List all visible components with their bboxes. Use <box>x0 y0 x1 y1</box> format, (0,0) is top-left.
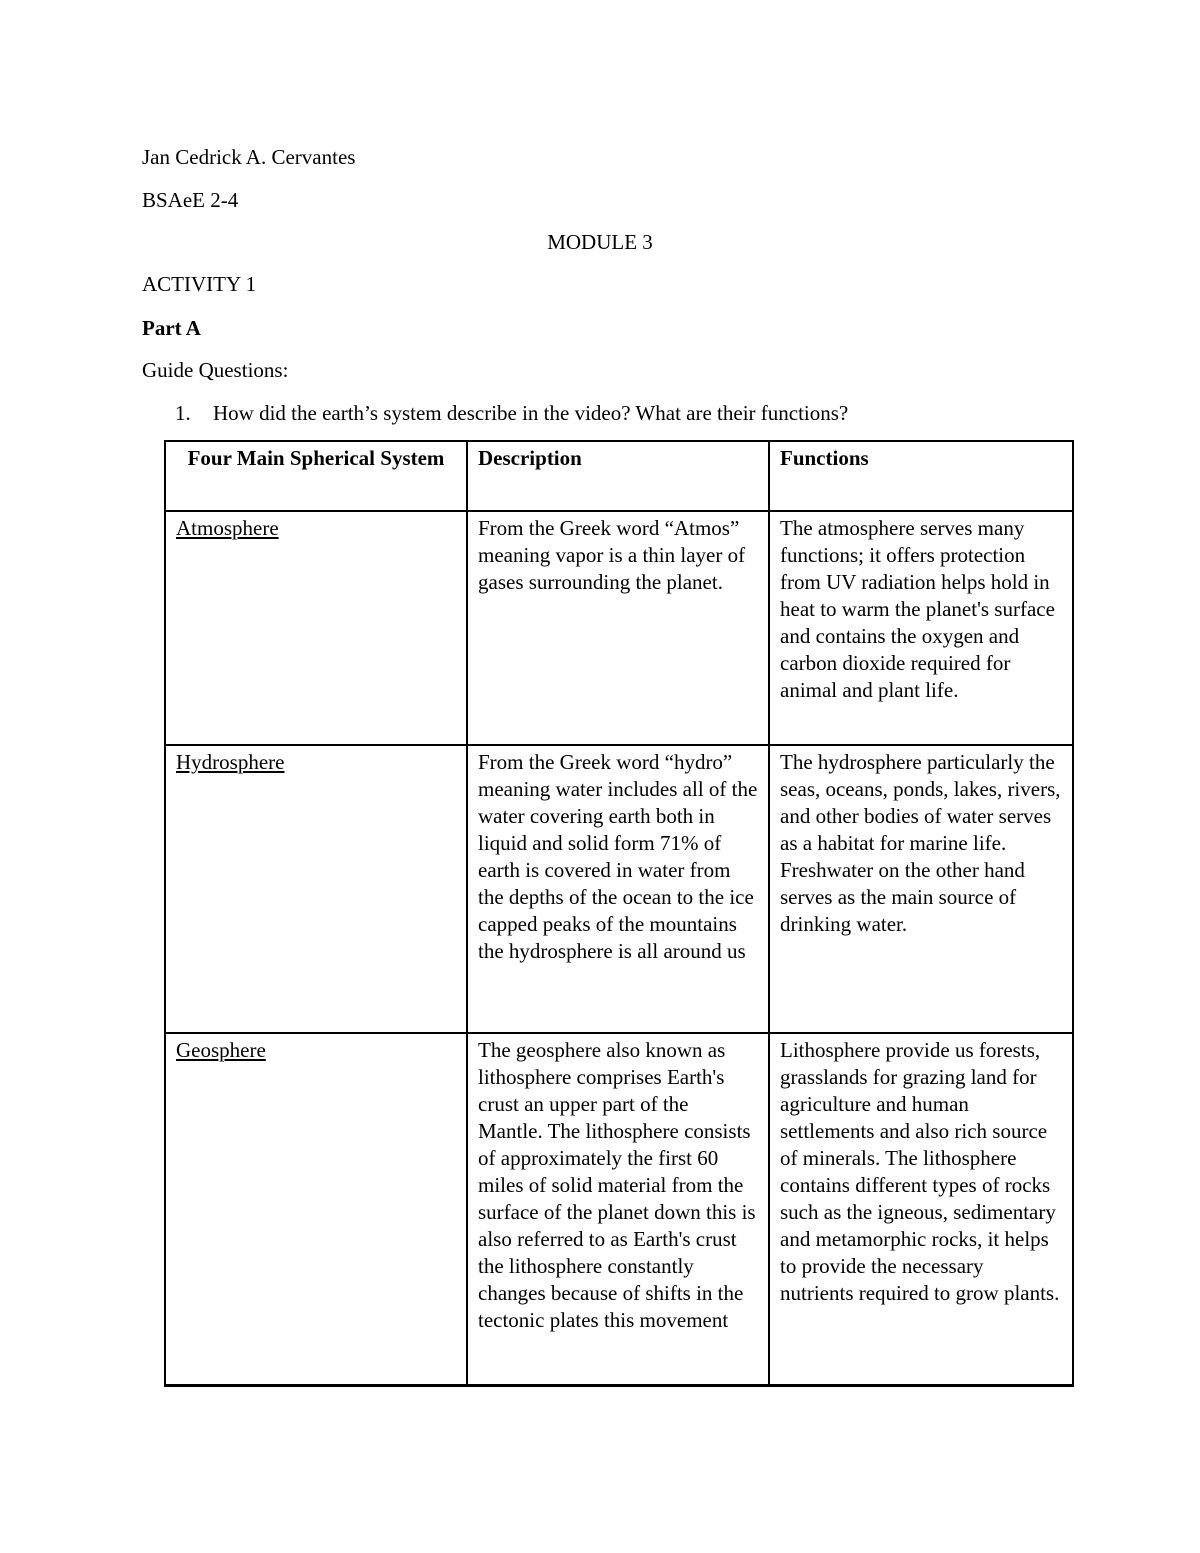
row-atmosphere-functions: The atmosphere serves many functions; it offers protection from UV radiation helps hold in heat to warm the planet's surface and contains the oxygen and carbon dioxide required for animal and plant life. <box>769 511 1073 745</box>
question-number: 1. <box>175 401 191 425</box>
sphere-name: Hydrosphere <box>176 750 285 774</box>
row-geosphere-description: The geosphere also known as lithosphere comprises Earth's crust an upper part of the Mantle. The lithosphere consists of approximately the first 60 miles of solid material from the surface of the planet down this is also referred to as Earth's crust the lithosphere constantly changes because of shifts in the tectonic plates this movement <box>467 1033 769 1385</box>
header-description: Description <box>467 441 769 511</box>
row-hydrosphere-description: From the Greek word “hydro” meaning water includes all of the water covering earth both in liquid and solid form 71% of earth is covered in water from the depths of the ocean to the ice capped peaks of the mountains the hydrosphere is all around us <box>467 745 769 1033</box>
part-heading: Part A <box>142 316 201 340</box>
sphere-name: Atmosphere <box>176 516 279 540</box>
student-name: Jan Cedrick A. Cervantes <box>142 145 356 169</box>
header-functions: Functions <box>769 441 1073 511</box>
row-geosphere-functions: Lithosphere provide us forests, grasslands for grazing land for agriculture and human settlements and also rich source of minerals. The lithosphere contains different types of rocks such as the igneous, sedimentary and metamorphic rocks, it helps to provide the necessary nutrients required to grow plants. <box>769 1033 1073 1385</box>
activity-title: ACTIVITY 1 <box>142 272 257 296</box>
guide-questions-label: Guide Questions: <box>142 358 289 382</box>
table-header-row <box>165 441 1073 511</box>
sphere-name: Geosphere <box>176 1038 266 1062</box>
row-hydrosphere-name <box>165 745 467 1033</box>
row-hydrosphere-functions: The hydrosphere particularly the seas, oceans, ponds, lakes, rivers, and other bodies of water serves as a habitat for marine life. Freshwater on the other hand serves as the main source of drinking water. <box>769 745 1073 1033</box>
row-atmosphere-description: From the Greek word “Atmos” meaning vapor is a thin layer of gases surrounding the planet. <box>467 511 769 745</box>
module-title: MODULE 3 <box>547 230 653 254</box>
table-row <box>165 511 1073 745</box>
header-system: Four Main Spherical System <box>165 441 467 511</box>
spheres-table <box>164 440 1074 1387</box>
question-text: How did the earth’s system describe in the video? What are their functions? <box>213 401 849 425</box>
row-geosphere-name <box>165 1033 467 1385</box>
table-row <box>165 745 1073 1033</box>
row-atmosphere-name <box>165 511 467 745</box>
table-row <box>165 1033 1073 1385</box>
course-section: BSAeE 2-4 <box>142 188 239 212</box>
